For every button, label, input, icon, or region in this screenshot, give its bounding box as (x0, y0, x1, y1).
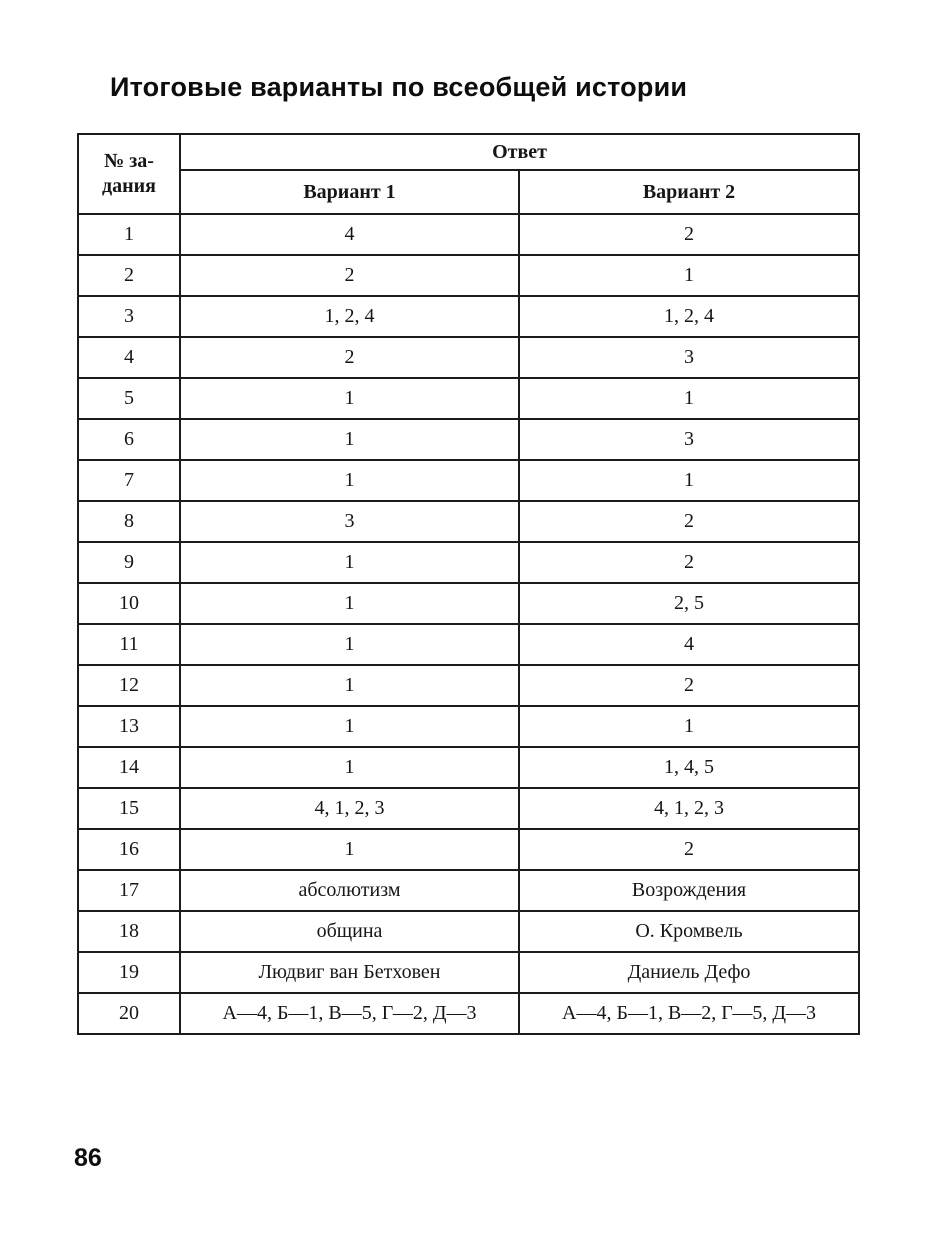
cell-answer-variant-1: 1, 2, 4 (180, 296, 519, 337)
cell-task-number: 18 (78, 911, 180, 952)
header-task-number-line2: дания (102, 175, 156, 197)
cell-task-number: 8 (78, 501, 180, 542)
cell-answer-variant-2: 3 (519, 337, 859, 378)
table-row (78, 542, 859, 583)
answers-table-body (78, 214, 859, 1034)
cell-answer-variant-1: 3 (180, 501, 519, 542)
table-row (78, 337, 859, 378)
cell-task-number: 2 (78, 255, 180, 296)
cell-answer-variant-2: 1, 2, 4 (519, 296, 859, 337)
cell-answer-variant-1: 1 (180, 542, 519, 583)
cell-answer-variant-1: 1 (180, 665, 519, 706)
cell-answer-variant-2: 2 (519, 542, 859, 583)
cell-task-number: 11 (78, 624, 180, 665)
cell-task-number: 19 (78, 952, 180, 993)
cell-task-number: 10 (78, 583, 180, 624)
cell-task-number: 3 (78, 296, 180, 337)
cell-answer-variant-2: А—4, Б—1, В—2, Г—5, Д—3 (519, 993, 859, 1034)
table-row (78, 706, 859, 747)
cell-answer-variant-1: 1 (180, 460, 519, 501)
cell-answer-variant-2: 1, 4, 5 (519, 747, 859, 788)
table-row (78, 501, 859, 542)
cell-answer-variant-2: 2 (519, 829, 859, 870)
cell-answer-variant-2: 3 (519, 419, 859, 460)
cell-answer-variant-1: А—4, Б—1, В—5, Г—2, Д—3 (180, 993, 519, 1034)
cell-answer-variant-2: 2 (519, 665, 859, 706)
cell-answer-variant-1: 1 (180, 378, 519, 419)
table-row (78, 870, 859, 911)
cell-answer-variant-1: 1 (180, 624, 519, 665)
cell-answer-variant-1: 2 (180, 337, 519, 378)
table-row (78, 378, 859, 419)
table-row (78, 911, 859, 952)
table-row (78, 419, 859, 460)
cell-task-number: 13 (78, 706, 180, 747)
page-number: 86 (74, 1144, 102, 1172)
cell-answer-variant-2: 2 (519, 501, 859, 542)
table-row (78, 788, 859, 829)
table-row (78, 214, 859, 255)
cell-answer-variant-1: 1 (180, 829, 519, 870)
table-row (78, 583, 859, 624)
page-title: Итоговые варианты по всеобщей истории (110, 72, 688, 102)
cell-answer-variant-2: 1 (519, 706, 859, 747)
cell-answer-variant-1: община (180, 911, 519, 952)
header-task-number (78, 134, 180, 214)
cell-task-number: 7 (78, 460, 180, 501)
cell-answer-variant-2: 2 (519, 214, 859, 255)
cell-answer-variant-1: 1 (180, 583, 519, 624)
answers-table (77, 133, 860, 1035)
table-row (78, 993, 859, 1034)
cell-answer-variant-2: 1 (519, 255, 859, 296)
cell-task-number: 14 (78, 747, 180, 788)
cell-answer-variant-1: 2 (180, 255, 519, 296)
cell-answer-variant-2: Возрождения (519, 870, 859, 911)
cell-answer-variant-2: 1 (519, 378, 859, 419)
cell-answer-variant-2: 4, 1, 2, 3 (519, 788, 859, 829)
cell-task-number: 9 (78, 542, 180, 583)
header-row-answer (78, 134, 859, 170)
header-variant-1: Вариант 1 (180, 170, 519, 214)
cell-task-number: 16 (78, 829, 180, 870)
cell-answer-variant-1: Людвиг ван Бетховен (180, 952, 519, 993)
cell-answer-variant-1: 4, 1, 2, 3 (180, 788, 519, 829)
cell-answer-variant-1: 4 (180, 214, 519, 255)
table-row (78, 952, 859, 993)
table-row (78, 296, 859, 337)
cell-task-number: 15 (78, 788, 180, 829)
cell-answer-variant-1: 1 (180, 747, 519, 788)
cell-task-number: 12 (78, 665, 180, 706)
table-row (78, 829, 859, 870)
cell-task-number: 5 (78, 378, 180, 419)
cell-task-number: 6 (78, 419, 180, 460)
cell-task-number: 17 (78, 870, 180, 911)
cell-answer-variant-2: О. Кромвель (519, 911, 859, 952)
cell-answer-variant-2: Даниель Дефо (519, 952, 859, 993)
table-row (78, 624, 859, 665)
cell-answer-variant-2: 4 (519, 624, 859, 665)
cell-answer-variant-2: 2, 5 (519, 583, 859, 624)
table-row (78, 460, 859, 501)
table-row (78, 747, 859, 788)
table-row (78, 255, 859, 296)
header-task-number-line1: № за- (104, 150, 154, 172)
cell-answer-variant-2: 1 (519, 460, 859, 501)
table-row (78, 665, 859, 706)
cell-task-number: 20 (78, 993, 180, 1034)
header-variant-2: Вариант 2 (519, 170, 859, 214)
header-row-variants (78, 170, 859, 214)
cell-answer-variant-1: 1 (180, 419, 519, 460)
cell-answer-variant-1: абсолютизм (180, 870, 519, 911)
header-answer: Ответ (180, 134, 859, 170)
cell-task-number: 1 (78, 214, 180, 255)
cell-answer-variant-1: 1 (180, 706, 519, 747)
cell-task-number: 4 (78, 337, 180, 378)
